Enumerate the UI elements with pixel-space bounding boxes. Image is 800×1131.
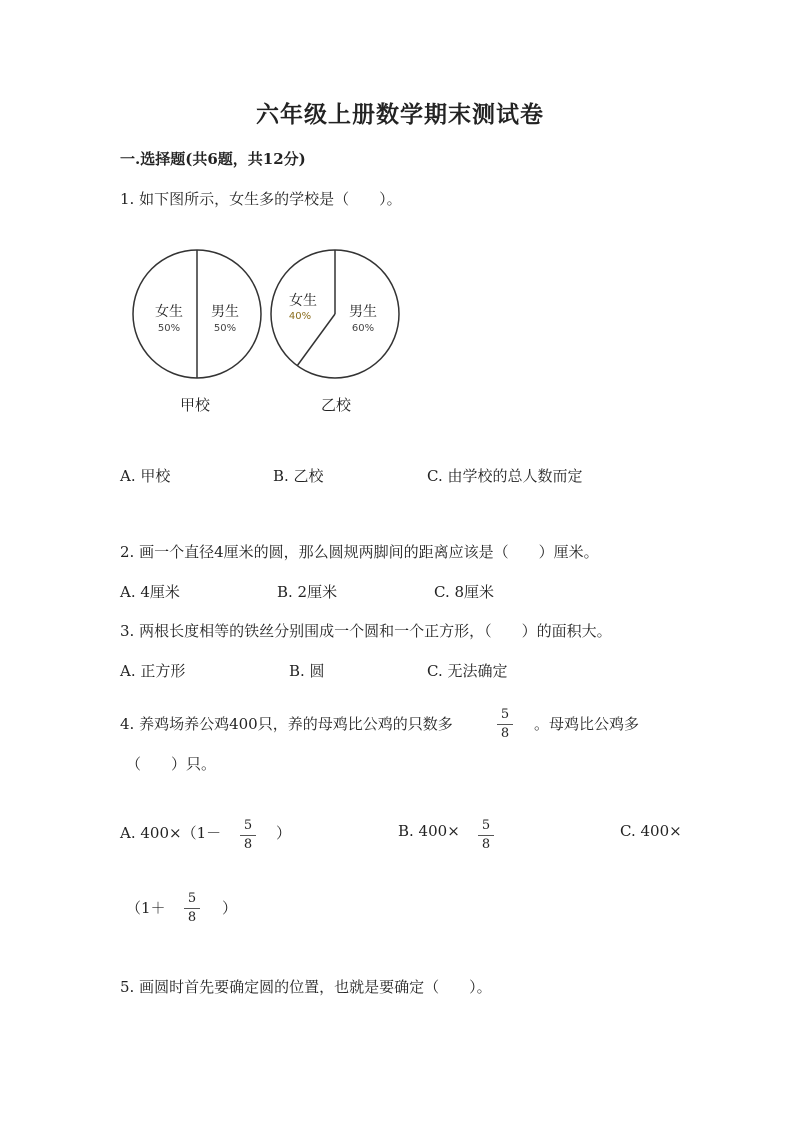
pie-a-male-label: 男生: [211, 304, 239, 320]
q4-option-c-fraction: [184, 891, 200, 926]
fraction-numerator: 5: [187, 891, 197, 906]
q4-option-b-prefix[interactable]: B. 400×: [398, 822, 460, 840]
q4-option-a-fraction: [240, 818, 256, 853]
page-title: 六年级上册数学期末测试卷: [256, 101, 544, 128]
q1-option-a[interactable]: A. 甲校: [120, 467, 171, 485]
q1-option-c[interactable]: C. 由学校的总人数而定: [427, 467, 583, 485]
fraction-numerator: 5: [243, 818, 253, 833]
q4-fraction-denominator: 8: [500, 726, 510, 741]
q4-option-a-prefix[interactable]: A. 400×（1－: [120, 824, 222, 842]
pie-a-female-pct: 50%: [157, 323, 181, 334]
pie-chart-school-a: [133, 250, 261, 414]
q2-option-b[interactable]: B. 2厘米: [277, 583, 338, 601]
q4-fraction: [497, 707, 513, 742]
fraction-bar: [478, 835, 494, 836]
pie-b-male-label: 男生: [349, 304, 377, 320]
question-5-text: 5. 画圆时首先要确定圆的位置，也就是要确定（ ）。: [120, 978, 492, 996]
q4-option-c-line2-prefix: （1＋: [126, 899, 166, 917]
pie-a-male-pct: 50%: [213, 323, 237, 334]
q4-option-c-line2-suffix: ）: [222, 899, 238, 917]
q4-fraction-numerator: 5: [500, 707, 510, 722]
pie-b-female-pct: 40%: [288, 311, 312, 322]
fraction-denominator: 8: [187, 910, 197, 925]
pie-b-female-label: 女生: [289, 293, 317, 309]
fraction-bar: [240, 835, 256, 836]
q1-option-b[interactable]: B. 乙校: [273, 467, 324, 485]
question-4-text-line2: （ ）只。: [126, 755, 217, 773]
question-1-text: 1. 如下图所示，女生多的学校是（ ）。: [120, 190, 402, 208]
pie-b-name: 乙校: [320, 396, 352, 414]
pie-charts-figure: [125, 240, 415, 420]
fraction-numerator: 5: [481, 818, 491, 833]
fraction-denominator: 8: [243, 837, 253, 852]
q2-option-a[interactable]: A. 4厘米: [120, 583, 180, 601]
fraction-bar: [497, 724, 513, 725]
q2-option-c[interactable]: C. 8厘米: [434, 583, 495, 601]
q3-option-a[interactable]: A. 正方形: [120, 662, 186, 680]
q4-option-c-prefix[interactable]: C. 400×: [620, 822, 682, 840]
pie-a-female-label: 女生: [155, 304, 183, 320]
fraction-bar: [184, 908, 200, 909]
q3-option-b[interactable]: B. 圆: [289, 662, 325, 680]
pie-b-male-pct: 60%: [351, 323, 375, 334]
fraction-denominator: 8: [481, 837, 491, 852]
q4-option-a-suffix: ）: [276, 824, 292, 842]
question-2-text: 2. 画一个直径4厘米的圆，那么圆规两脚间的距离应该是（ ）厘米。: [120, 543, 599, 561]
section-heading: 一.选择题(共6题，共12分): [120, 150, 306, 168]
q3-option-c[interactable]: C. 无法确定: [427, 662, 508, 680]
pie-chart-school-b: [271, 250, 399, 414]
q4-option-b-fraction: [478, 818, 494, 853]
question-4-text-part1: 4. 养鸡场养公鸡400只，养的母鸡比公鸡的只数多: [120, 715, 453, 733]
pie-a-name: 甲校: [179, 396, 211, 414]
question-3-text: 3. 两根长度相等的铁丝分别围成一个圆和一个正方形，（ ）的面积大。: [120, 622, 612, 640]
question-4-text-part2: 。母鸡比公鸡多: [534, 715, 640, 733]
